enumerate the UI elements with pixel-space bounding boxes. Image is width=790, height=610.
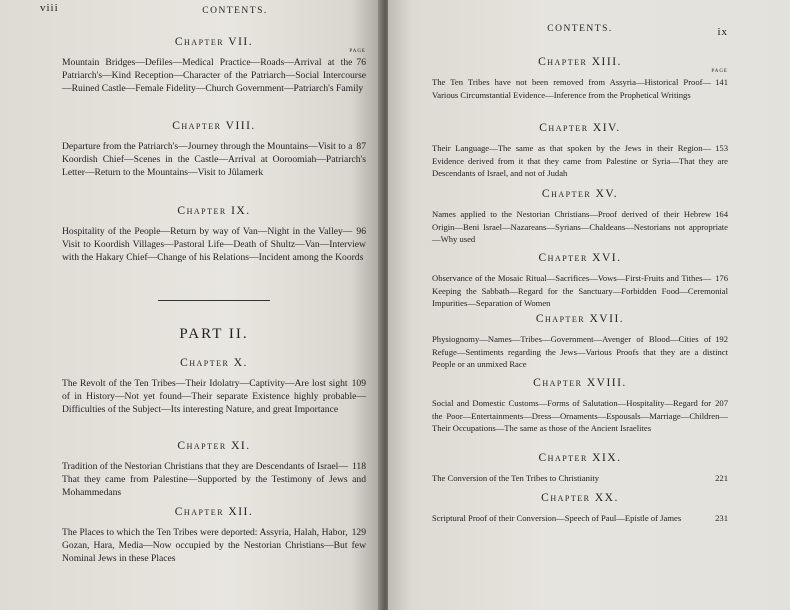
- toc-entry: [62, 120, 366, 179]
- summary-text: The Places to which the Ten Tribes were deported: Assyria, Halah, Habor, Gozan, Hara, Media—Now occupied by the Nestorian Christians—But few Nominal Jews in these Places: [62, 527, 366, 564]
- toc-entry: [432, 377, 728, 435]
- chapter-summary: [432, 142, 728, 180]
- page-ref: 141: [715, 77, 728, 87]
- page-ref: 109: [351, 378, 366, 389]
- page-number: viii: [40, 2, 59, 14]
- toc-entry: [432, 452, 728, 485]
- chapter-heading: Chapter XIII.: [538, 56, 622, 68]
- chapter-summary: [432, 76, 728, 101]
- page-ref: 118: [351, 461, 366, 472]
- toc-entry: [432, 252, 728, 310]
- toc-entry: [62, 357, 366, 416]
- page-ref: 96: [356, 226, 366, 237]
- chapter-heading: Chapter XIX.: [538, 452, 622, 464]
- horizontal-rule: [158, 300, 270, 301]
- part-heading: [62, 326, 366, 343]
- page-ref: 153: [715, 143, 728, 153]
- chapter-summary: [62, 56, 366, 95]
- summary-text: Their Language—The same as that spoken by the Jews in their Region—Evidence derived from it that they came from Palestine or Syria—That they are Descendants of Israel, and not of Judah: [432, 143, 728, 178]
- chapter-heading: Chapter XVI.: [538, 252, 622, 264]
- chapter-summary: [62, 225, 366, 264]
- summary-text: The Revolt of the Ten Tribes—Their Idolatry—Captivity—Are lost sight of in History—Not yet found—Their separate Existence highly probable—Difficulties of the Subject—Its interesting Nature, and great Importance: [62, 378, 366, 415]
- page-ref: 207: [715, 398, 728, 408]
- running-head: CONTENTS.: [202, 6, 268, 16]
- page-ref: 87: [356, 141, 366, 152]
- toc-entry: [432, 492, 728, 525]
- summary-text: The Ten Tribes have not been removed from Assyria—Historical Proof—Various Circumstantial Evidence—Inference from the Prophetical Writings: [432, 77, 712, 100]
- page-ref: 129: [351, 527, 366, 538]
- chapter-heading: Chapter XV.: [541, 188, 619, 200]
- chapter-summary: [432, 272, 728, 310]
- summary-text: Names applied to the Nestorian Christians—Proof derived of their Hebrew Origin—Beni Israel—Nazareans—Syrians—Chaldeans—Nestorians not appropriate—Why used: [432, 209, 728, 244]
- summary-text: Scriptural Proof of their Conversion—Speech of Paul—Epistle of James: [432, 513, 682, 523]
- chapter-heading: Chapter X.: [180, 357, 248, 369]
- chapter-summary: [432, 512, 728, 525]
- page-ref: 231: [715, 513, 728, 523]
- page-ref: 221: [715, 473, 728, 483]
- summary-text: Hospitality of the People—Return by way of Van—Night in the Valley—Visit to Koordish Villages—Pastoral Life—Death of Shultz—Van—Interview with the Hakary Chief—Change of his Relations—Incident among the Koords: [62, 226, 366, 263]
- toc-entry: [62, 506, 366, 565]
- chapter-summary: [62, 377, 366, 416]
- chapter-summary: [62, 460, 366, 499]
- chapter-heading: Chapter XX.: [541, 492, 619, 504]
- summary-text: Tradition of the Nestorian Christians that they are Descendants of Israel—That they came from Palestine—Supported by the Testimony of Jews and Mohammedans: [62, 461, 366, 498]
- chapter-summary: [432, 208, 728, 246]
- chapter-summary: [432, 333, 728, 371]
- part-title: PART II.: [179, 326, 249, 342]
- summary-text: Departure from the Patriarch's—Journey through the Mountains—Visit to a Koordish Chief—Scenes in the Castle—Arrival at Ooroomiah—Patriarch's Letter—Return to the Mountains—Visit to Jûlamerk: [62, 141, 366, 178]
- running-head: CONTENTS.: [547, 24, 613, 34]
- chapter-heading: Chapter VIII.: [172, 120, 256, 132]
- toc-entry: [432, 188, 728, 246]
- toc-entry: [432, 313, 728, 371]
- chapter-heading: Chapter XVII.: [535, 313, 625, 325]
- page-number: ix: [717, 26, 728, 38]
- page-ref: 176: [715, 273, 728, 283]
- left-page: [0, 0, 382, 610]
- chapter-summary: [62, 140, 366, 179]
- summary-text: Physiognomy—Names—Tribes—Government—Avenger of Blood—Cities of Refuge—Sentiments regarding the Jews—Various Proofs that they are a distinct People or an unmixed Race: [432, 334, 728, 369]
- page-ref: 192: [715, 334, 728, 344]
- toc-entry: [432, 56, 728, 101]
- chapter-summary: [432, 472, 728, 485]
- toc-entry: [62, 440, 366, 499]
- chapter-heading: Chapter VII.: [174, 36, 254, 48]
- chapter-summary: [62, 526, 366, 565]
- summary-text: Observance of the Mosaic Ritual—Sacrifices—Vows—First-Fruits and Tithes—Keeping the Sabbath—Regard for the Sanctuary—Forbidden Food—Ceremonial Impurities—Separation of Women: [432, 273, 728, 308]
- chapter-heading: Chapter XI.: [177, 440, 251, 452]
- toc-entry: [432, 122, 728, 180]
- summary-text: The Conversion of the Ten Tribes to Christianity: [432, 473, 600, 483]
- summary-text: Mountain Bridges—Defiles—Medical Practice—Roads—Arrival at the Patriarch's—Kind Reception—Character of the Patriarch—Social Intercourse—Ruined Castle—Female Fidelity—Church Government—Patriarch's Family: [62, 57, 366, 94]
- divider: [62, 300, 366, 301]
- chapter-summary: [432, 397, 728, 435]
- chapter-heading: Chapter XIV.: [539, 122, 621, 134]
- page-ref: 164: [715, 209, 728, 219]
- page-column-label: PAGE: [349, 49, 366, 54]
- right-page: [388, 0, 790, 610]
- chapter-heading: Chapter IX.: [177, 205, 251, 217]
- toc-entry: [62, 36, 366, 95]
- chapter-heading: Chapter XII.: [174, 506, 254, 518]
- page-column-label: PAGE: [711, 69, 728, 74]
- toc-entry: [62, 205, 366, 264]
- summary-text: Social and Domestic Customs—Forms of Salutation—Hospitality—Regard for the Poor—Entertainments—Dress—Ornaments—Espousals—Marriage—Children—Their Occupations—The same as those of the Ancient Israelites: [432, 398, 728, 433]
- chapter-heading: Chapter XVIII.: [533, 377, 627, 389]
- page-ref: 76: [356, 57, 366, 68]
